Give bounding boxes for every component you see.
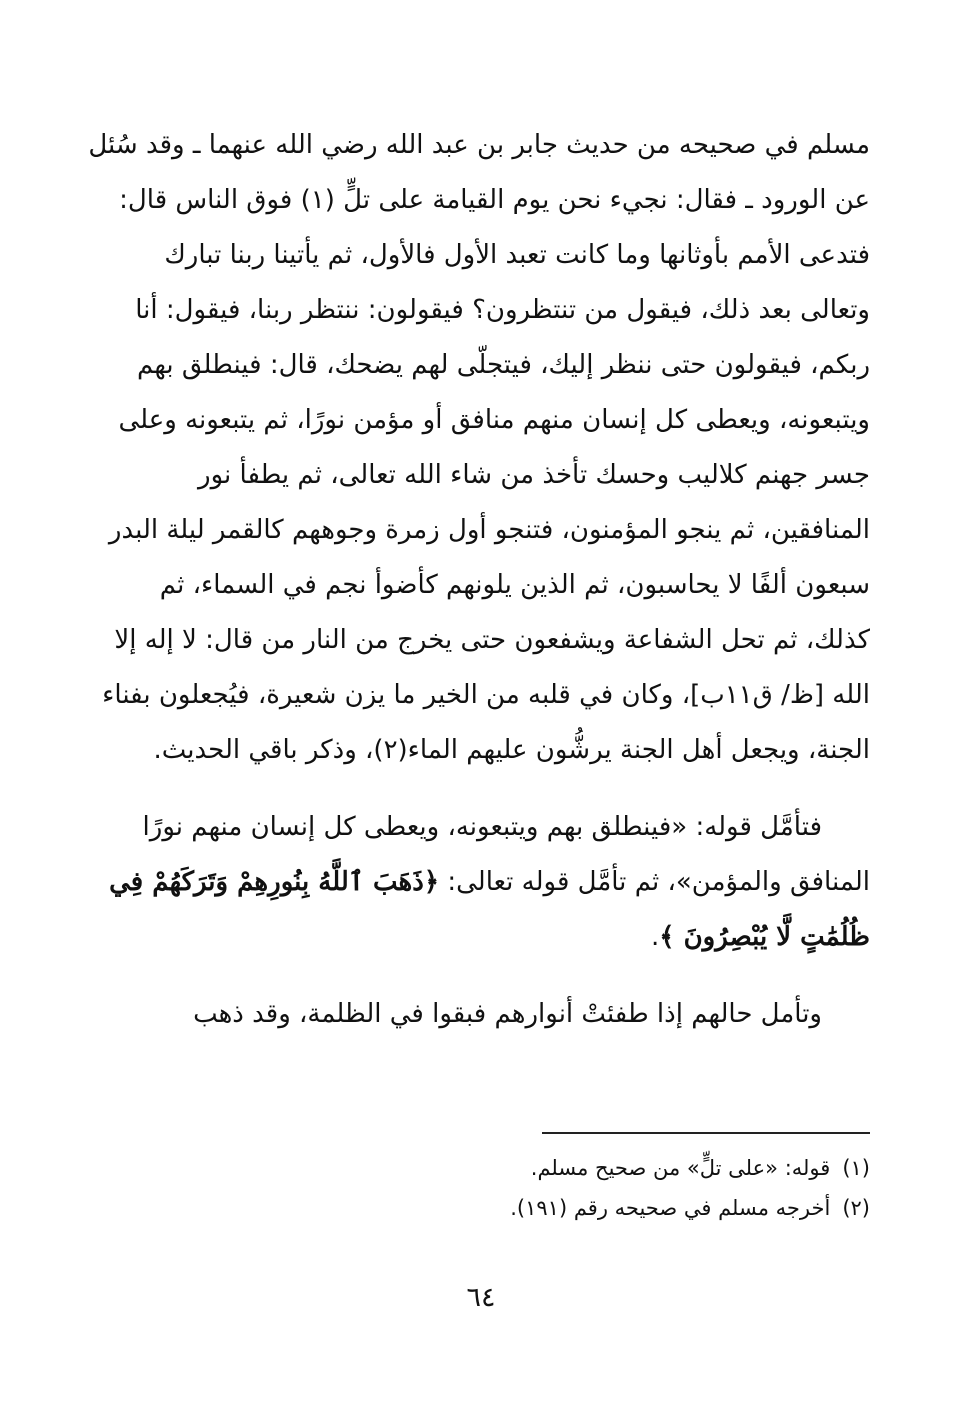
footnote-number: (١) xyxy=(842,1156,870,1180)
body-text xyxy=(80,118,870,1042)
footnote-number: (٢) xyxy=(842,1196,870,1220)
text-line: جسر جهنم كلاليب وحسك تأخذ من شاء الله تعالى، ثم يطفأ نور xyxy=(198,460,870,490)
footnote-text: قوله: «على تلٍّ» من صحيح مسلم. xyxy=(530,1156,831,1180)
text-line-with-verse xyxy=(80,910,870,965)
text-line: سبعون ألفًا لا يحاسبون، ثم الذين يلونهم كأضوأ نجم في السماء، ثم xyxy=(159,570,870,600)
quran-verse: ﴿ذَهَبَ ٱللَّهُ بِنُورِهِمْ وَتَرَكَهُمْ فِي xyxy=(109,867,440,897)
text-line: ربكم، فيقولون حتى ننظر إليك، فيتجلّى لهم يضحك، قال: فينطلق بهم xyxy=(137,350,870,380)
footnote-separator xyxy=(542,1132,870,1134)
text-line: المنافقين، ثم ينجو المؤمنون، فتنجو أول زمرة وجوههم كالقمر ليلة البدر xyxy=(108,515,870,545)
text-line: عن الورود ـ فقال: نجيء نحن يوم القيامة على تلٍّ (١) فوق الناس قال: xyxy=(119,185,870,215)
text-line: وتعالى بعد ذلك، فيقول من تنتظرون؟ فيقولون: ننتظر ربنا، فيقول: أنا xyxy=(135,295,870,325)
text-line-with-verse xyxy=(80,855,870,910)
paragraph-gap xyxy=(80,965,870,987)
footnote xyxy=(80,1188,870,1228)
text-segment: . xyxy=(651,922,660,952)
text-segment: المنافق والمؤمن»، ثم تأمَّل قوله تعالى: xyxy=(439,867,870,897)
text-line: فتدعى الأمم بأوثانها وما كانت تعبد الأول فالأول، ثم يأتينا ربنا تبارك xyxy=(164,240,870,270)
page-number: ٦٤ xyxy=(466,1282,496,1313)
footnotes xyxy=(80,1148,870,1228)
text-line: كذلك، ثم تحل الشفاعة ويشفعون حتى يخرج من النار من قال: لا إله إلا xyxy=(114,625,870,655)
text-line: ويتبعونه، ويعطى كل إنسان منهم منافق أو مؤمن نورًا، ثم يتبعونه وعلى xyxy=(118,405,870,435)
quran-verse: ظُلُمَٰتٍ لَّا يُبْصِرُونَ ﴾ xyxy=(659,922,870,952)
text-line: الجنة، ويجعل أهل الجنة يرشُّون عليهم الماء(٢)، وذكر باقي الحديث. xyxy=(153,735,870,765)
footnote xyxy=(80,1148,870,1188)
text-line: مسلم في صحيحه من حديث جابر بن عبد الله رضي الله عنهما ـ وقد سُئل xyxy=(88,130,870,160)
footnote-text: أخرجه مسلم في صحيحه رقم (١٩١). xyxy=(510,1196,831,1220)
paragraph-gap xyxy=(80,778,870,800)
text-line: وتأمل حالهم إذا طفئتْ أنوارهم فبقوا في الظلمة، وقد ذهب xyxy=(193,999,822,1029)
text-line: الله [ظ/ ق١١ب]، وكان في قلبه من الخير ما يزن شعيرة، فيُجعلون بفناء xyxy=(102,680,870,710)
text-line: فتأمَّل قوله: «فينطلق بهم ويتبعونه، ويعطى كل إنسان منهم نورًا xyxy=(142,812,822,842)
